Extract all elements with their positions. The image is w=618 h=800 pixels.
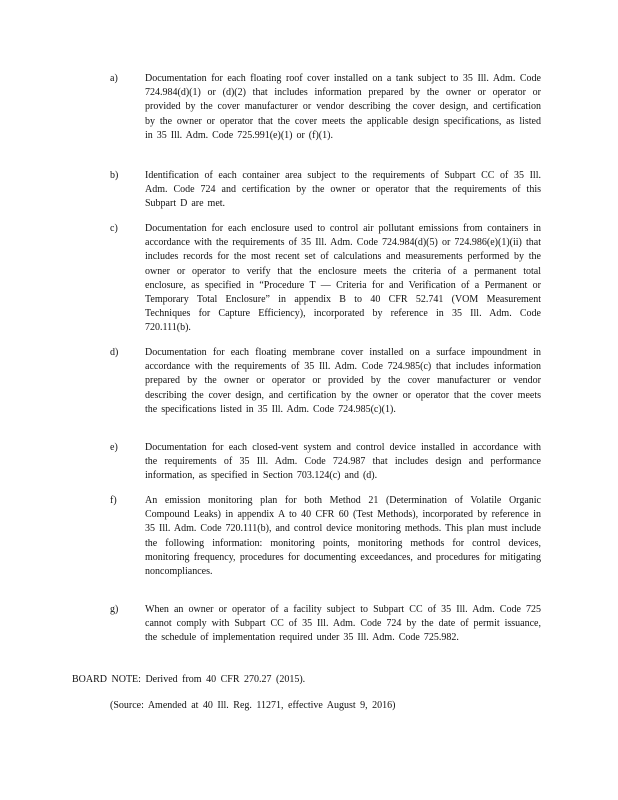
list-item-label: d) [110,347,119,358]
list-item-text: Documentation for each enclosure used to control air pollutant emissions from containers in accordance with the requirements of 35 Ill. Adm. Code 724.984(d)(5) or 724.986(e)(1)(ii) that includes records for the most recent set of calculations and measurements performed by the owner or operator to verify that the enclosure meets the criteria of a permanent total enclosure, as specified in “Procedure T — Criteria for and Verification of a Permanent or Temporary Total Enclosure” in appendix B to 40 CFR 52.741 (VOM Measurement Techniques for Capture Efficiency), incorporated by reference in 35 Ill. Adm. Code 720.111(b). [145,223,541,334]
list-item-label: f) [110,495,117,506]
list-item-text: When an owner or operator of a facility subject to Subpart CC of 35 Ill. Adm. Code 725 cannot comply with Subpart CC of 35 Ill. Adm. Code 724 by the date of permit issuance, the schedule of implementation required under 35 Ill. Adm. Code 725.982. [145,604,541,644]
list-item-label: g) [110,604,119,615]
board-note: BOARD NOTE: Derived from 40 CFR 270.27 (2015). [72,674,306,685]
source-note: (Source: Amended at 40 Ill. Reg. 11271, effective August 9, 2016) [110,700,396,711]
list-item-label: b) [110,170,119,181]
list-item-text: Documentation for each closed-vent system and control device installed in accordance with the requirements of 35 Ill. Adm. Code 724.987 that includes design and performance information, as specified in Section 703.124(c) and (d). [145,442,541,482]
list-item-text: Identification of each container area subject to the requirements of Subpart CC of 35 Ill. Adm. Code 724 and certification by the owner or operator that the requirements of this Subpart D are met. [145,170,541,210]
list-item-text: An emission monitoring plan for both Method 21 (Determination of Volatile Organic Compound Leaks) in appendix A to 40 CFR 60 (Test Methods), incorporated by reference in 35 Ill. Adm. Code 720.111(b), and control device monitoring methods. This plan must include the following information: monitoring points, monitoring methods for control devices, monitoring frequency, procedures for documenting exceedances, and procedures for mitigating noncompliances. [145,495,541,578]
list-item-label: c) [110,223,118,234]
list-item-label: e) [110,442,118,453]
list-item-text: Documentation for each floating roof cover installed on a tank subject to 35 Ill. Adm. Code 724.984(d)(1) or (d)(2) that includes information prepared by the owner or operator or provided by the cover manufacturer or vendor describing the cover design, and certification by the owner or operator that the cover meets the applicable design specifications, as listed in 35 Ill. Adm. Code 725.991(e)(1) or (f)(1). [145,73,541,141]
list-item-label: a) [110,73,118,84]
list-item-text: Documentation for each floating membrane cover installed on a surface impoundment in accordance with the requirements of 35 Ill. Adm. Code 724.985(c) that includes information prepared by the owner or operator or provided by the cover manufacturer or vendor describing the cover design, and certification by the owner or operator that the cover meets the specifications listed in 35 Ill. Adm. Code 724.985(c)(1). [145,347,541,415]
